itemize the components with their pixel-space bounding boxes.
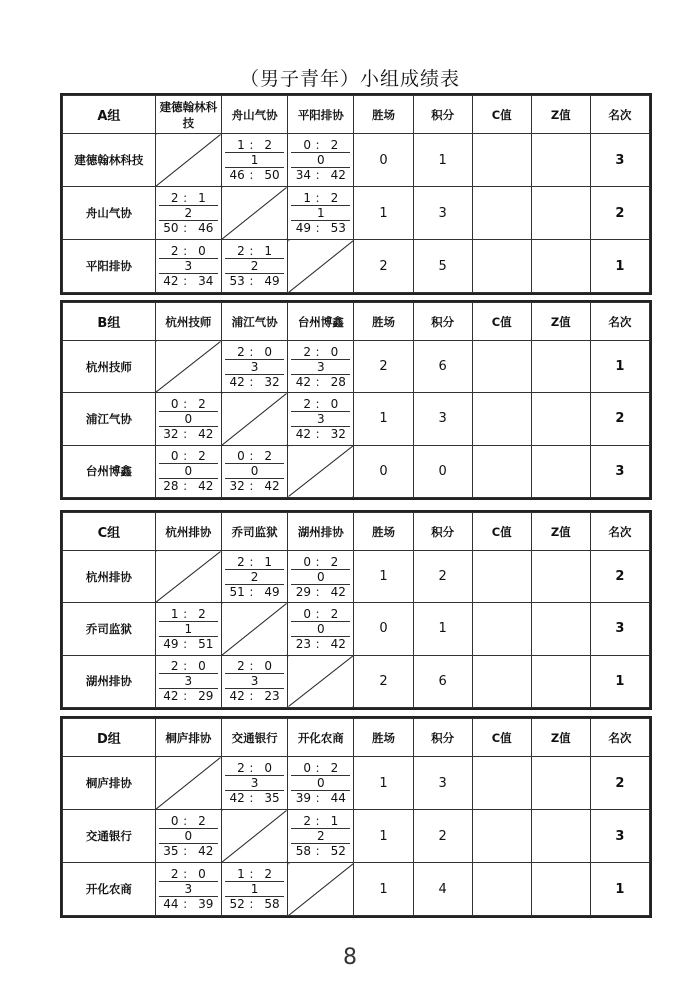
z-value [531, 757, 590, 810]
wins-count: 1 [354, 393, 413, 445]
set-score: 2 ： 1 [225, 244, 284, 259]
point-score: 34 ： 42 [295, 168, 346, 182]
team-row [63, 863, 650, 916]
results-table [62, 95, 650, 293]
set-score: 2 ： 0 [291, 397, 350, 412]
match-result [155, 187, 221, 240]
rank: 3 [590, 134, 649, 187]
match-result [221, 134, 287, 187]
team-row [63, 341, 650, 393]
column-header: 积分 [413, 303, 472, 341]
point-score: 53 ： 49 [229, 274, 280, 288]
self-match-cell [288, 445, 354, 497]
team-name: 舟山气协 [63, 187, 156, 240]
column-header: 积分 [413, 96, 472, 134]
results-table [62, 512, 650, 708]
group-table-1 [60, 93, 652, 295]
column-header: 名次 [590, 513, 649, 551]
column-header: C值 [472, 513, 531, 551]
team-row [63, 393, 650, 445]
page-title: （男子青年）小组成绩表 [239, 68, 460, 90]
column-header: 积分 [413, 719, 472, 757]
match-points: 2 [159, 206, 218, 221]
point-score: 23 ： 42 [295, 636, 346, 651]
point-score: 52 ： 58 [229, 897, 280, 911]
z-value [531, 134, 590, 187]
column-header: Z值 [531, 513, 590, 551]
column-header: 胜场 [354, 96, 413, 134]
z-value [531, 603, 590, 655]
point-score: 46 ： 50 [229, 168, 280, 182]
rank: 3 [590, 445, 649, 497]
match-points: 3 [159, 259, 218, 274]
column-header: C值 [472, 96, 531, 134]
point-score: 42 ： 28 [295, 374, 346, 389]
match-points: 1 [225, 153, 284, 168]
team-row [63, 187, 650, 240]
points-total: 2 [413, 810, 472, 863]
match-points: 0 [159, 464, 218, 479]
team-row [63, 551, 650, 603]
match-points: 1 [225, 882, 284, 897]
set-score: 2 ： 0 [225, 659, 284, 674]
match-result [155, 445, 221, 497]
column-header: 名次 [590, 96, 649, 134]
header-team: 台州博鑫 [288, 303, 354, 341]
point-score: 50 ： 46 [163, 221, 214, 235]
team-name: 湖州排协 [63, 655, 156, 707]
team-name: 平阳排协 [63, 240, 156, 293]
header-team: 湖州排协 [288, 513, 354, 551]
c-value [472, 134, 531, 187]
c-value [472, 445, 531, 497]
match-points: 3 [291, 412, 350, 427]
self-match-cell [155, 551, 221, 603]
wins-count: 2 [354, 655, 413, 707]
wins-count: 0 [354, 445, 413, 497]
z-value [531, 341, 590, 393]
point-score: 28 ： 42 [163, 479, 214, 494]
column-header: 胜场 [354, 719, 413, 757]
page-number: 8 [343, 945, 357, 970]
set-score: 2 ： 0 [159, 244, 218, 259]
c-value [472, 655, 531, 707]
match-result [155, 655, 221, 707]
match-result [288, 134, 354, 187]
z-value [531, 655, 590, 707]
set-score: 1 ： 2 [225, 138, 284, 153]
points-total: 0 [413, 445, 472, 497]
rank: 2 [590, 187, 649, 240]
match-result [288, 393, 354, 445]
point-score: 35 ： 42 [163, 844, 214, 858]
header-team: 交通银行 [221, 719, 287, 757]
rank: 1 [590, 240, 649, 293]
team-row [63, 603, 650, 655]
set-score: 2 ： 1 [225, 555, 284, 570]
rank: 1 [590, 655, 649, 707]
point-score: 49 ： 51 [163, 636, 214, 651]
points-total: 6 [413, 341, 472, 393]
column-header: 胜场 [354, 303, 413, 341]
wins-count: 1 [354, 863, 413, 916]
self-match-cell [221, 810, 287, 863]
match-points: 0 [159, 829, 218, 844]
match-points: 3 [291, 360, 350, 375]
match-result [221, 655, 287, 707]
set-score: 2 ： 1 [159, 191, 218, 206]
match-points: 3 [225, 674, 284, 689]
points-total: 3 [413, 757, 472, 810]
set-score: 0 ： 2 [159, 814, 218, 829]
team-name: 杭州技师 [63, 341, 156, 393]
match-result [155, 240, 221, 293]
group-name: C组 [63, 513, 156, 551]
set-score: 0 ： 2 [159, 449, 218, 464]
c-value [472, 187, 531, 240]
c-value [472, 810, 531, 863]
points-total: 3 [413, 393, 472, 445]
match-points: 2 [225, 259, 284, 274]
match-points: 3 [225, 776, 284, 791]
point-score: 42 ： 34 [163, 274, 214, 288]
match-points: 0 [291, 622, 350, 637]
header-team: 平阳排协 [288, 96, 354, 134]
point-score: 32 ： 42 [229, 479, 280, 494]
c-value [472, 240, 531, 293]
rank: 2 [590, 393, 649, 445]
team-row [63, 810, 650, 863]
point-score: 49 ： 53 [295, 221, 346, 235]
column-header: 积分 [413, 513, 472, 551]
match-points: 3 [159, 674, 218, 689]
set-score: 0 ： 2 [159, 397, 218, 412]
match-result [288, 810, 354, 863]
z-value [531, 863, 590, 916]
point-score: 32 ： 42 [163, 426, 214, 441]
match-result [155, 393, 221, 445]
rank: 1 [590, 341, 649, 393]
self-match-cell [221, 187, 287, 240]
match-result [221, 240, 287, 293]
team-row [63, 655, 650, 707]
set-score: 1 ： 2 [291, 191, 350, 206]
column-header: 胜场 [354, 513, 413, 551]
c-value [472, 863, 531, 916]
wins-count: 0 [354, 134, 413, 187]
match-result [288, 341, 354, 393]
match-result [288, 757, 354, 810]
match-result [221, 863, 287, 916]
match-result [221, 341, 287, 393]
group-name: D组 [63, 719, 156, 757]
self-match-cell [155, 757, 221, 810]
wins-count: 1 [354, 187, 413, 240]
match-result [221, 551, 287, 603]
team-name: 杭州排协 [63, 551, 156, 603]
match-points: 3 [159, 882, 218, 897]
match-points: 0 [291, 153, 350, 168]
point-score: 42 ： 32 [295, 426, 346, 441]
group-table-3 [60, 510, 652, 710]
z-value [531, 445, 590, 497]
point-score: 42 ： 35 [229, 791, 280, 805]
set-score: 0 ： 2 [291, 607, 350, 622]
z-value [531, 240, 590, 293]
column-header: Z值 [531, 719, 590, 757]
z-value [531, 187, 590, 240]
rank: 1 [590, 863, 649, 916]
c-value [472, 757, 531, 810]
self-match-cell [288, 655, 354, 707]
point-score: 51 ： 49 [229, 584, 280, 599]
self-match-cell [288, 863, 354, 916]
set-score: 0 ： 2 [291, 761, 350, 776]
point-score: 58 ： 52 [295, 844, 346, 858]
points-total: 1 [413, 603, 472, 655]
match-result [155, 863, 221, 916]
team-name: 交通银行 [63, 810, 156, 863]
c-value [472, 341, 531, 393]
self-match-cell [221, 393, 287, 445]
group-table-2 [60, 300, 652, 500]
team-name: 台州博鑫 [63, 445, 156, 497]
set-score: 0 ： 2 [225, 449, 284, 464]
team-name: 开化农商 [63, 863, 156, 916]
header-team: 杭州技师 [155, 303, 221, 341]
team-row [63, 240, 650, 293]
column-header: Z值 [531, 96, 590, 134]
set-score: 2 ： 1 [291, 814, 350, 829]
rank: 2 [590, 551, 649, 603]
team-row [63, 757, 650, 810]
wins-count: 2 [354, 240, 413, 293]
point-score: 42 ： 23 [229, 689, 280, 704]
wins-count: 1 [354, 757, 413, 810]
points-total: 4 [413, 863, 472, 916]
points-total: 1 [413, 134, 472, 187]
group-name: B组 [63, 303, 156, 341]
self-match-cell [155, 341, 221, 393]
z-value [531, 393, 590, 445]
match-result [155, 810, 221, 863]
set-score: 1 ： 2 [225, 867, 284, 882]
set-score: 2 ： 0 [225, 345, 284, 360]
match-points: 0 [291, 570, 350, 585]
z-value [531, 810, 590, 863]
set-score: 1 ： 2 [159, 607, 218, 622]
self-match-cell [288, 240, 354, 293]
wins-count: 1 [354, 551, 413, 603]
z-value [531, 551, 590, 603]
header-team: 开化农商 [288, 719, 354, 757]
match-points: 3 [225, 360, 284, 375]
match-result [221, 445, 287, 497]
point-score: 39 ： 44 [295, 791, 346, 805]
column-header: C值 [472, 303, 531, 341]
match-points: 0 [291, 776, 350, 791]
results-table [62, 302, 650, 498]
group-name: A组 [63, 96, 156, 134]
column-header: 名次 [590, 719, 649, 757]
match-result [288, 187, 354, 240]
wins-count: 0 [354, 603, 413, 655]
point-score: 29 ： 42 [295, 584, 346, 599]
points-total: 6 [413, 655, 472, 707]
header-team: 杭州排协 [155, 513, 221, 551]
point-score: 42 ： 32 [229, 374, 280, 389]
self-match-cell [221, 603, 287, 655]
c-value [472, 393, 531, 445]
team-row [63, 445, 650, 497]
rank: 2 [590, 757, 649, 810]
match-result [221, 757, 287, 810]
team-row [63, 134, 650, 187]
match-result [288, 551, 354, 603]
rank: 3 [590, 603, 649, 655]
match-result [288, 603, 354, 655]
team-name: 建德翰林科技 [63, 134, 156, 187]
set-score: 2 ： 0 [225, 761, 284, 776]
match-points: 0 [159, 412, 218, 427]
match-points: 2 [225, 570, 284, 585]
column-header: C值 [472, 719, 531, 757]
rank: 3 [590, 810, 649, 863]
header-team: 桐庐排协 [155, 719, 221, 757]
header-team: 浦江气协 [221, 303, 287, 341]
points-total: 5 [413, 240, 472, 293]
match-points: 2 [291, 829, 350, 844]
group-table-4 [60, 716, 652, 918]
set-score: 2 ： 0 [159, 867, 218, 882]
set-score: 0 ： 2 [291, 555, 350, 570]
header-team: 乔司监狱 [221, 513, 287, 551]
points-total: 3 [413, 187, 472, 240]
wins-count: 1 [354, 810, 413, 863]
self-match-cell [155, 134, 221, 187]
header-team: 舟山气协 [221, 96, 287, 134]
point-score: 44 ： 39 [163, 897, 214, 911]
column-header: 名次 [590, 303, 649, 341]
set-score: 2 ： 0 [291, 345, 350, 360]
point-score: 42 ： 29 [163, 689, 214, 704]
column-header: Z值 [531, 303, 590, 341]
c-value [472, 603, 531, 655]
results-table [62, 718, 650, 916]
points-total: 2 [413, 551, 472, 603]
match-result [155, 603, 221, 655]
set-score: 0 ： 2 [291, 138, 350, 153]
team-name: 浦江气协 [63, 393, 156, 445]
match-points: 1 [159, 622, 218, 637]
set-score: 2 ： 0 [159, 659, 218, 674]
wins-count: 2 [354, 341, 413, 393]
match-points: 1 [291, 206, 350, 221]
match-points: 0 [225, 464, 284, 479]
c-value [472, 551, 531, 603]
header-team: 建德翰林科技 [155, 96, 221, 134]
team-name: 乔司监狱 [63, 603, 156, 655]
team-name: 桐庐排协 [63, 757, 156, 810]
